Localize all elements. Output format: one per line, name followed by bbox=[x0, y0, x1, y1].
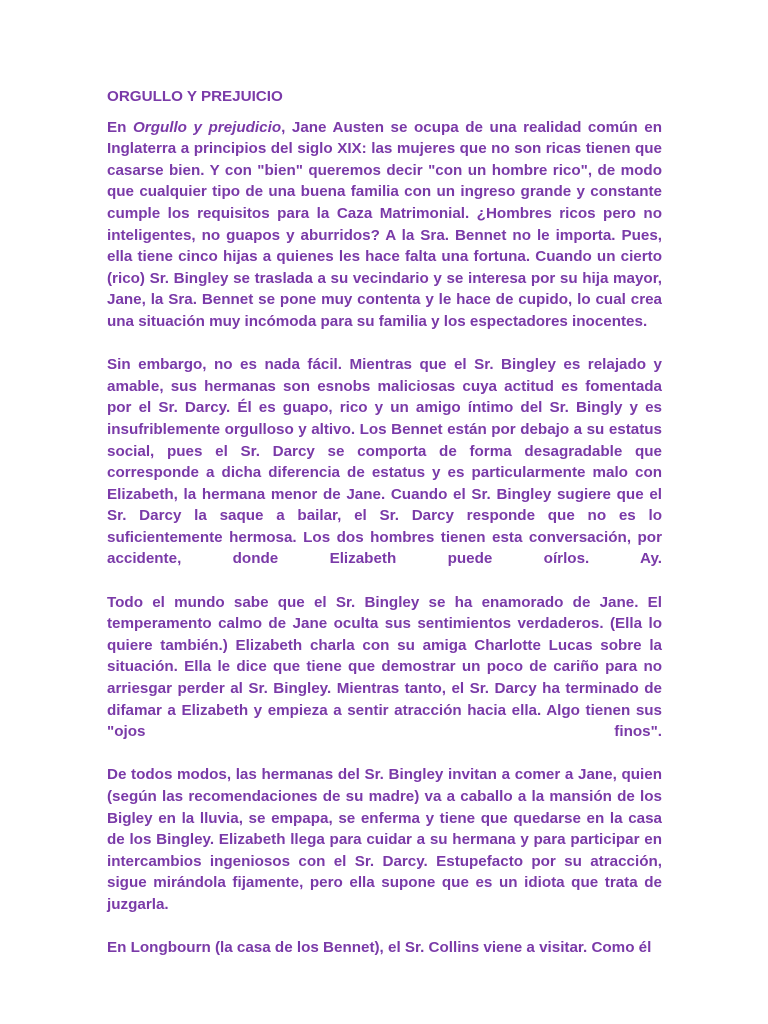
paragraph-5: En Longbourn (la casa de los Bennet), el Sr. Collins viene a visitar. Como él bbox=[107, 939, 652, 957]
paragraph-1-rest: , Jane Austen se ocupa de una realidad común en Inglaterra a principios del siglo XIX: las mujeres que no son ricas tienen que casarse bien. Y con "bien" queremos decir "con un hombre rico", de modo que cualquier tipo de una buena familia con un ingreso grande y constante cumple los requisitos para la Caza Matrimonial. ¿Hombres ricos pero no inteligentes, no guapos y aburridos? A la Sra. Bennet no le importa. Pues, ella tiene cinco hijas a quienes les hace falta una fortuna. Cuando un cierto (rico) Sr. Bingley se traslada a su vecindario y se interesa por su hija mayor, Jane, la Sra. Bennet se pone muy contenta y le hace de cupido, lo cual crea una situación muy incómoda para su familia y los espectadores inocentes. bbox=[107, 118, 662, 330]
paragraph-1 bbox=[107, 117, 662, 333]
paragraph-2: Sin embargo, no es nada fácil. Mientras que el Sr. Bingley es relajado y amable, sus hermanas son esnobs maliciosas cuya actitud es fomentada por el Sr. Darcy. Él es guapo, rico y un amigo íntimo del Sr. Bingly y es insufriblemente orgulloso y altivo. Los Bennet están por debajo a su estatus social, pues el Sr. Darcy se comporta de forma desagradable que corresponde a dicha diferencia de estatus y es particularmente malo con Elizabeth, la hermana menor de Jane. Cuando el Sr. Bingley sugiere que el Sr. Darcy la saque a bailar, el Sr. Darcy responde que no es lo suficientemente hermosa. Los dos hombres tienen esta conversación, por accidente, donde Elizabeth puede oírlos. Ay. bbox=[107, 356, 662, 568]
document-page bbox=[107, 86, 662, 980]
paragraph-1-lead: En bbox=[107, 118, 133, 136]
book-title: Orgullo y prejudicio bbox=[132, 118, 282, 136]
paragraph-3: Todo el mundo sabe que el Sr. Bingley se ha enamorado de Jane. El temperamento calmo de Jane oculta sus sentimientos verdaderos. (Ella lo quiere también.) Elizabeth charla con su amiga Charlotte Lucas sobre la situación. Ella le dice que tiene que demostrar un poco de cariño para no arriesgar perder al Sr. Bingley. Mientras tanto, el Sr. Darcy ha terminado de difamar a Elizabeth y empieza a sentir atracción hacia ella. Algo tienen sus "ojos finos". bbox=[107, 593, 662, 741]
paragraph-4: De todos modos, las hermanas del Sr. Bingley invitan a comer a Jane, quien (según las recomendaciones de su madre) va a caballo a la mansión de los Bigley en la lluvia, se empapa, se enferma y tiene que quedarse en la casa de los Bingley. Elizabeth llega para cuidar a su hermana y para participar en intercambios ingeniosos con el Sr. Darcy. Estupefacto por su atracción, sigue mirándola fijamente, pero ella supone que es un idiota que trata de juzgarla. bbox=[107, 766, 662, 913]
document-title: ORGULLO Y PREJUICIO bbox=[107, 88, 283, 105]
